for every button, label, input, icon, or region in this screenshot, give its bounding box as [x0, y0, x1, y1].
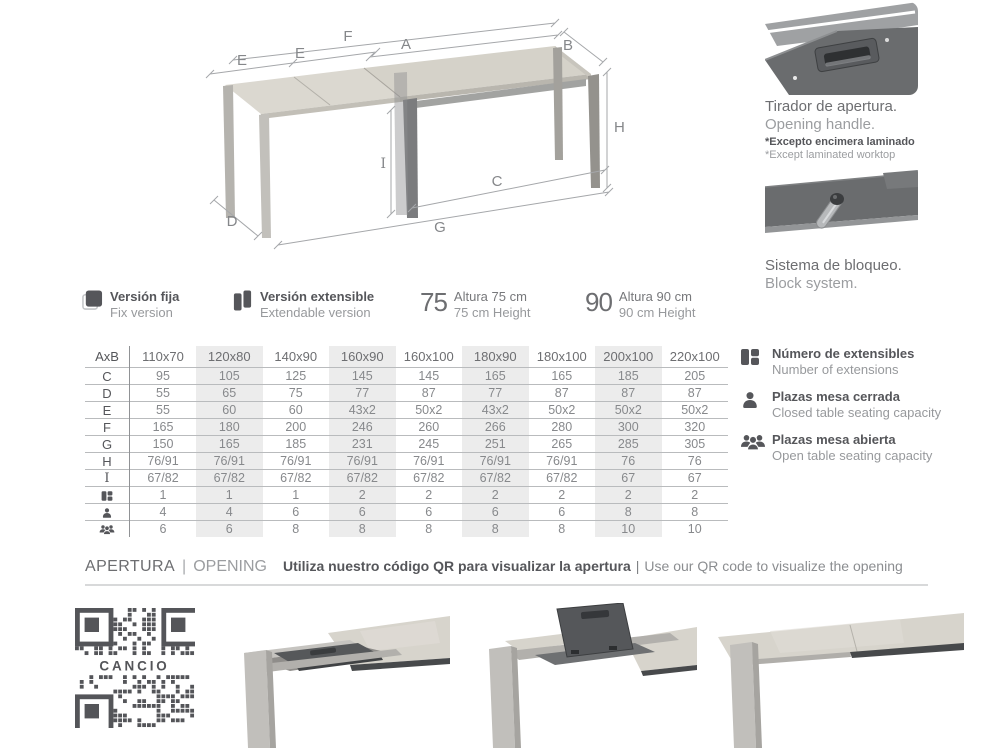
person-icon: [101, 505, 113, 520]
spec-cell: 8: [263, 521, 330, 538]
legend-subtitle: Fix version: [110, 305, 173, 320]
spec-row: [85, 436, 728, 453]
spec-cell: 1: [263, 487, 330, 504]
dim-label-e1: E: [236, 52, 248, 69]
opening-handle-photo: [765, 2, 918, 95]
extensions-icon: [101, 488, 113, 503]
spec-row: [85, 487, 728, 504]
detail-title: Sistema de bloqueo.: [765, 257, 902, 274]
spec-cell: 185: [263, 436, 330, 453]
legend-open-seats: [740, 432, 990, 463]
height-90-number: 90: [585, 287, 612, 317]
spec-cell: 50x2: [595, 402, 662, 419]
spec-cell: 50x2: [529, 402, 596, 419]
spec-row: [85, 385, 728, 402]
spec-cell: 95: [130, 368, 197, 385]
spec-cell: 251: [462, 436, 529, 453]
legend-title: Versión extensible: [260, 289, 375, 304]
spec-cell: 145: [396, 368, 463, 385]
spec-cell: 67/82: [130, 470, 197, 487]
spec-cell: 50x2: [662, 402, 729, 419]
spec-cell: 165: [462, 368, 529, 385]
opening-step-3-photo: [700, 603, 964, 748]
spec-cell: 76/91: [263, 453, 330, 470]
spec-cell: 2: [462, 487, 529, 504]
extensions-icon: [740, 346, 764, 372]
spec-cell: 76/91: [462, 453, 529, 470]
spec-cell: 305: [662, 436, 729, 453]
spec-cell: 6: [130, 521, 197, 538]
spec-row: [85, 504, 728, 521]
spec-row: [85, 368, 728, 385]
spec-col-header: 140x90: [274, 349, 318, 364]
spec-cell: 76/91: [329, 453, 396, 470]
spec-cell: 10: [662, 521, 729, 538]
spec-cell: 75: [263, 385, 330, 402]
spec-row-label: H: [85, 453, 130, 470]
side-legend-title: Plazas mesa cerrada: [772, 389, 900, 404]
detail-subtitle: Block system.: [765, 275, 858, 292]
table-icons-legend: [740, 346, 990, 475]
spec-row-label-group-icon: [85, 521, 130, 538]
legend-extensions: [740, 346, 990, 377]
spec-row: [85, 470, 728, 487]
spec-cell: 67/82: [396, 470, 463, 487]
dim-label-h: H: [614, 119, 625, 136]
opening-step-1-photo: [208, 603, 452, 748]
spec-col-header: 110x70: [142, 349, 184, 364]
side-legend-title: Número de extensibles: [772, 346, 915, 361]
opening-section-header: [85, 558, 903, 576]
spec-col-header: 120x80: [196, 346, 263, 368]
spec-cell: 77: [329, 385, 396, 402]
spec-cell: 8: [662, 504, 729, 521]
spec-cell: 50x2: [396, 402, 463, 419]
spec-row-label-person-icon: [85, 504, 130, 521]
opening-desc-en: Use our QR code to visualize the opening: [644, 558, 903, 574]
opening-step-2-photo: [465, 603, 697, 748]
spec-col-header: 160x90: [329, 346, 396, 368]
side-legend-subtitle: Closed table seating capacity: [772, 405, 942, 420]
spec-cell: 180: [196, 419, 263, 436]
spec-cell: 67/82: [196, 470, 263, 487]
title-separator: |: [182, 558, 187, 575]
spec-cell: 67/82: [263, 470, 330, 487]
spec-row-label: G: [85, 436, 130, 453]
spec-row-label: D: [85, 385, 130, 402]
spec-cell: 2: [329, 487, 396, 504]
dim-label-b: B: [562, 37, 573, 54]
spec-cell: 8: [329, 521, 396, 538]
dim-label-a: A: [400, 36, 412, 53]
opening-handle-caption: [765, 98, 985, 162]
opening-title-es: APERTURA: [85, 558, 176, 575]
spec-cell: 165: [130, 419, 197, 436]
spec-cell: 6: [329, 504, 396, 521]
spec-cell: 266: [462, 419, 529, 436]
spec-cell: 67/82: [329, 470, 396, 487]
spec-cell: 4: [196, 504, 263, 521]
spec-col-header: 160x100: [403, 349, 454, 364]
spec-cell: 10: [595, 521, 662, 538]
side-legend-title: Plazas mesa abierta: [772, 432, 896, 447]
spec-cell: 87: [662, 385, 729, 402]
spec-cell: 320: [662, 419, 729, 436]
dim-label-d: D: [226, 213, 238, 230]
height-75-number: 75: [420, 287, 447, 317]
legend-height-75: [420, 289, 531, 320]
qr-brand-text: CANCIO: [99, 658, 170, 674]
spec-cell: 6: [396, 504, 463, 521]
detail-subtitle: Opening handle.: [765, 116, 876, 133]
dim-label-c: C: [491, 173, 503, 190]
spec-cell: 67/82: [462, 470, 529, 487]
lifted-leaf: [557, 603, 633, 657]
spec-cell: 165: [529, 368, 596, 385]
legend-title: Altura 75 cm: [453, 289, 527, 304]
spec-cell: 8: [396, 521, 463, 538]
dim-label-g: G: [434, 219, 446, 236]
table-dimension-diagram: [190, 10, 670, 260]
spec-col-header: 180x100: [536, 349, 587, 364]
spec-cell: 125: [263, 368, 330, 385]
legend-title: Versión fija: [110, 289, 180, 304]
spec-cell: 280: [529, 419, 596, 436]
spec-cell: 105: [196, 368, 263, 385]
spec-cell: 87: [529, 385, 596, 402]
spec-cell: 231: [329, 436, 396, 453]
spec-cell: 60: [196, 402, 263, 419]
legend-subtitle: 75 cm Height: [453, 305, 531, 320]
legend-subtitle: 90 cm Height: [618, 305, 696, 320]
legend-extensible-version: [232, 289, 374, 320]
spec-col-header: 200x100: [595, 346, 662, 368]
group-icon: [740, 432, 764, 457]
spec-cell: 2: [595, 487, 662, 504]
side-legend-subtitle: Open table seating capacity: [772, 448, 933, 463]
spec-cell: 87: [595, 385, 662, 402]
spec-cell: 246: [329, 419, 396, 436]
spec-cell: 1: [130, 487, 197, 504]
spec-cell: 200: [263, 419, 330, 436]
spec-cell: 43x2: [329, 402, 396, 419]
extensible-version-icon: [232, 289, 253, 311]
block-system-caption: [765, 257, 985, 293]
spec-cell: 1: [196, 487, 263, 504]
detail-note-es: *Excepto encimera laminado: [765, 136, 915, 148]
side-legend-subtitle: Number of extensions: [772, 362, 899, 377]
spec-cell: 205: [662, 368, 729, 385]
spec-cell: 265: [529, 436, 596, 453]
legend-height-90: [585, 289, 696, 320]
spec-cell: 8: [462, 521, 529, 538]
spec-cell: 285: [595, 436, 662, 453]
section-divider: [85, 584, 928, 586]
spec-cell: 76: [595, 453, 662, 470]
spec-cell: 55: [130, 385, 197, 402]
spec-cell: 60: [263, 402, 330, 419]
detail-note-en: *Except laminated worktop: [765, 149, 896, 161]
spec-row-label: I: [85, 470, 130, 487]
qr-code: [75, 608, 195, 728]
spec-row-label: F: [85, 419, 130, 436]
spec-cell: 6: [196, 521, 263, 538]
person-icon: [740, 389, 764, 415]
spec-cell: 165: [196, 436, 263, 453]
spec-cell: 76/91: [396, 453, 463, 470]
spec-cell: 76: [662, 453, 729, 470]
opening-desc-es: Utiliza nuestro código QR para visualizar la apertura: [283, 558, 631, 574]
group-icon: [99, 522, 115, 537]
spec-cell: 2: [396, 487, 463, 504]
spec-row: [85, 419, 728, 436]
spec-cell: 67: [662, 470, 729, 487]
desc-separator: |: [635, 558, 640, 574]
ghost-leg: [394, 72, 408, 215]
legend-title: Altura 90 cm: [618, 289, 692, 304]
spec-cell: 67/82: [529, 470, 596, 487]
spec-cell: 67: [595, 470, 662, 487]
spec-cell: 76/91: [196, 453, 263, 470]
dim-label-e2: E: [294, 45, 306, 62]
spec-cell: 43x2: [462, 402, 529, 419]
spec-cell: 300: [595, 419, 662, 436]
spec-cell: 76/91: [130, 453, 197, 470]
spec-cell: 6: [263, 504, 330, 521]
spec-cell: 260: [396, 419, 463, 436]
spec-unit-header: AxB: [85, 346, 130, 368]
spec-cell: 76/91: [529, 453, 596, 470]
spec-cell: 8: [529, 521, 596, 538]
detail-title: Tirador de apertura.: [765, 98, 898, 115]
spec-col-header: 220x100: [669, 349, 720, 364]
legend-subtitle: Extendable version: [260, 305, 371, 320]
spec-cell: 77: [462, 385, 529, 402]
legend-fixed-version: [82, 289, 179, 320]
spec-cell: 245: [396, 436, 463, 453]
spec-cell: 65: [196, 385, 263, 402]
spec-cell: 87: [396, 385, 463, 402]
spec-row: [85, 453, 728, 470]
spec-row-label: E: [85, 402, 130, 419]
spec-cell: 2: [529, 487, 596, 504]
spec-col-header: 180x90: [462, 346, 529, 368]
spec-cell: 6: [529, 504, 596, 521]
spec-cell: 4: [130, 504, 197, 521]
dimensions-spec-table: [85, 346, 728, 537]
dim-label-f: F: [343, 28, 353, 45]
spec-cell: 145: [329, 368, 396, 385]
spec-cell: 8: [595, 504, 662, 521]
spec-row-label-extensions-icon: [85, 487, 130, 504]
block-system-photo: [765, 163, 918, 255]
opening-title-en: OPENING: [193, 558, 267, 575]
legend-closed-seats: [740, 389, 990, 420]
spec-cell: 185: [595, 368, 662, 385]
dim-label-i: I: [380, 156, 386, 172]
spec-cell: 55: [130, 402, 197, 419]
fixed-version-icon: [82, 289, 103, 311]
spec-cell: 150: [130, 436, 197, 453]
spec-cell: 6: [462, 504, 529, 521]
spec-row: [85, 521, 728, 538]
spec-row-label: C: [85, 368, 130, 385]
spec-cell: 2: [662, 487, 729, 504]
spec-row: [85, 402, 728, 419]
